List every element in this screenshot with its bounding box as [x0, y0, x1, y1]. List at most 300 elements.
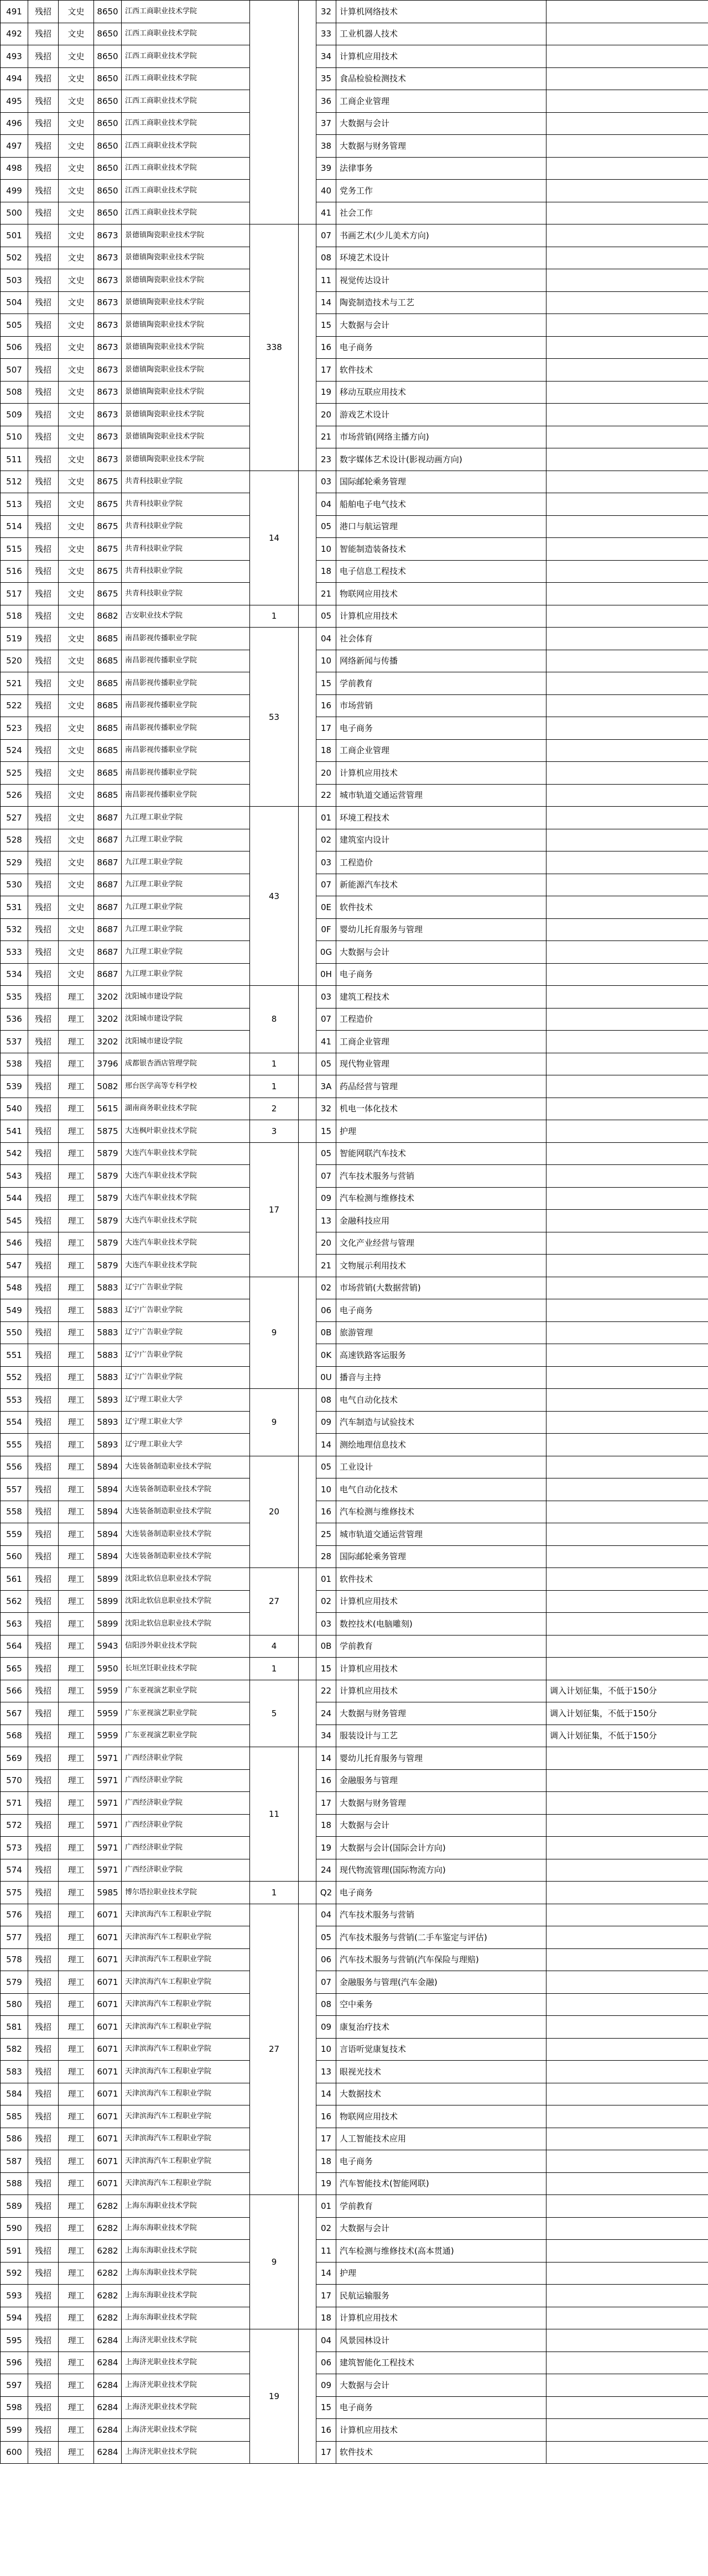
major-name-cell: 电子信息工程技术	[336, 560, 546, 583]
table-row	[1, 1926, 708, 1949]
row-number-cell: 504	[1, 291, 28, 314]
category-cell: 理工	[59, 1255, 94, 1277]
school-name-cell: 辽宁理工职业大学	[122, 1434, 250, 1456]
major-code-cell: 19	[316, 1837, 336, 1859]
plan-count-cell: 1	[250, 1882, 299, 1904]
major-code-cell: 08	[316, 1993, 336, 2016]
school-code-cell: 8650	[94, 90, 122, 113]
plan-count-cell: 11	[250, 1747, 299, 1882]
major-code-cell: 04	[316, 2329, 336, 2352]
school-name-cell: 共青科技职业学院	[122, 538, 250, 561]
school-code-cell: 6071	[94, 2016, 122, 2039]
row-number-cell: 579	[1, 1971, 28, 1994]
row-number-cell: 561	[1, 1568, 28, 1591]
remark-cell	[546, 1120, 708, 1143]
remark-cell	[546, 1859, 708, 1882]
major-name-cell: 工商企业管理	[336, 1031, 546, 1053]
school-name-cell: 南昌影视传播职业学院	[122, 784, 250, 807]
school-code-cell: 5879	[94, 1210, 122, 1232]
major-name-cell: 康复治疗技术	[336, 2016, 546, 2039]
category-cell: 文史	[59, 941, 94, 964]
table-row	[1, 2374, 708, 2397]
row-number-cell: 492	[1, 23, 28, 45]
table-row	[1, 23, 708, 45]
batch-cell: 残招	[28, 1187, 59, 1210]
category-cell: 理工	[59, 1814, 94, 1837]
major-name-cell: 民航运输服务	[336, 2285, 546, 2307]
major-name-cell: 大数据与会计	[336, 941, 546, 964]
table-row	[1, 2172, 708, 2195]
table-row	[1, 1478, 708, 1501]
category-cell: 理工	[59, 1590, 94, 1613]
table-row	[1, 1792, 708, 1815]
remark-cell	[546, 2352, 708, 2374]
category-cell: 文史	[59, 762, 94, 785]
row-number-cell: 545	[1, 1210, 28, 1232]
spacer-cell	[299, 1075, 316, 1098]
batch-cell: 残招	[28, 2285, 59, 2307]
school-name-cell: 信阳涉外职业技术学院	[122, 1635, 250, 1658]
batch-cell: 残招	[28, 2038, 59, 2061]
category-cell: 文史	[59, 135, 94, 158]
major-code-cell: 39	[316, 157, 336, 180]
school-code-cell: 8687	[94, 874, 122, 896]
table-row	[1, 2217, 708, 2240]
batch-cell: 残招	[28, 1478, 59, 1501]
major-code-cell: 33	[316, 23, 336, 45]
school-name-cell: 邢台医学高等专科学校	[122, 1075, 250, 1098]
table-row	[1, 1904, 708, 1926]
row-number-cell: 574	[1, 1859, 28, 1882]
school-name-cell: 天津滨海汽车工程职业学院	[122, 1926, 250, 1949]
batch-cell: 残招	[28, 1, 59, 23]
school-name-cell: 大连汽车职业技术学院	[122, 1142, 250, 1165]
remark-cell	[546, 1210, 708, 1232]
category-cell: 理工	[59, 2150, 94, 2173]
table-row	[1, 807, 708, 829]
remark-cell	[546, 2217, 708, 2240]
table-row	[1, 1501, 708, 1523]
spacer-cell	[299, 1456, 316, 1568]
category-cell: 理工	[59, 1882, 94, 1904]
school-name-cell: 共青科技职业学院	[122, 471, 250, 493]
remark-cell	[546, 628, 708, 650]
table-row	[1, 135, 708, 158]
batch-cell: 残招	[28, 560, 59, 583]
school-name-cell: 大连汽车职业技术学院	[122, 1232, 250, 1255]
remark-cell	[546, 426, 708, 448]
row-number-cell: 514	[1, 515, 28, 538]
batch-cell: 残招	[28, 1411, 59, 1434]
remark-cell	[546, 23, 708, 45]
remark-cell	[546, 1837, 708, 1859]
table-row	[1, 918, 708, 941]
major-code-cell: 34	[316, 45, 336, 68]
spacer-cell	[299, 224, 316, 471]
category-cell: 文史	[59, 560, 94, 583]
category-cell: 文史	[59, 874, 94, 896]
row-number-cell: 581	[1, 2016, 28, 2039]
remark-cell	[546, 112, 708, 135]
table-row	[1, 1031, 708, 1053]
school-code-cell: 5894	[94, 1523, 122, 1546]
category-cell: 理工	[59, 2352, 94, 2374]
row-number-cell: 590	[1, 2217, 28, 2240]
table-row	[1, 1635, 708, 1658]
school-name-cell: 博尔塔拉职业技术学院	[122, 1882, 250, 1904]
school-code-cell: 5971	[94, 1769, 122, 1792]
major-code-cell: 05	[316, 1926, 336, 1949]
major-name-cell: 陶瓷制造技术与工艺	[336, 291, 546, 314]
major-name-cell: 电子商务	[336, 336, 546, 359]
major-code-cell: 37	[316, 112, 336, 135]
major-name-cell: 药品经营与管理	[336, 1075, 546, 1098]
school-name-cell: 广西经济职业学院	[122, 1747, 250, 1770]
major-name-cell: 国际邮轮乘务管理	[336, 1545, 546, 1568]
spacer-cell	[299, 1098, 316, 1120]
major-code-cell: 17	[316, 2441, 336, 2464]
batch-cell: 残招	[28, 1882, 59, 1904]
row-number-cell: 499	[1, 180, 28, 202]
row-number-cell: 567	[1, 1702, 28, 1725]
remark-cell	[546, 1971, 708, 1994]
remark-cell	[546, 2262, 708, 2285]
category-cell: 文史	[59, 851, 94, 874]
remark-cell	[546, 1658, 708, 1680]
major-name-cell: 计算机应用技术	[336, 605, 546, 628]
spacer-cell	[299, 1658, 316, 1680]
major-code-cell: 32	[316, 1, 336, 23]
major-code-cell: 18	[316, 2150, 336, 2173]
major-code-cell: 17	[316, 359, 336, 382]
category-cell: 理工	[59, 2061, 94, 2083]
school-code-cell: 8673	[94, 314, 122, 337]
spacer-cell	[299, 2195, 316, 2329]
school-name-cell: 上海东海职业技术学院	[122, 2195, 250, 2218]
table-row	[1, 1277, 708, 1299]
major-code-cell: 21	[316, 1255, 336, 1277]
school-name-cell: 九江理工职业学院	[122, 874, 250, 896]
category-cell: 理工	[59, 1008, 94, 1031]
category-cell: 理工	[59, 1456, 94, 1478]
category-cell: 理工	[59, 1837, 94, 1859]
table-row	[1, 1658, 708, 1680]
batch-cell: 残招	[28, 1747, 59, 1770]
remark-cell	[546, 2329, 708, 2352]
table-row	[1, 1545, 708, 1568]
major-code-cell: 19	[316, 2172, 336, 2195]
school-name-cell: 大连装备制造职业技术学院	[122, 1545, 250, 1568]
category-cell: 理工	[59, 1165, 94, 1188]
remark-cell: 调入计划征集，不低于150分	[546, 1702, 708, 1725]
row-number-cell: 546	[1, 1232, 28, 1255]
school-name-cell: 南昌影视传播职业学院	[122, 762, 250, 785]
batch-cell: 残招	[28, 1344, 59, 1367]
school-name-cell: 九江理工职业学院	[122, 829, 250, 851]
row-number-cell: 592	[1, 2262, 28, 2285]
batch-cell: 残招	[28, 2374, 59, 2397]
school-name-cell: 九江理工职业学院	[122, 918, 250, 941]
school-name-cell: 南昌影视传播职业学院	[122, 717, 250, 740]
school-code-cell: 3202	[94, 1031, 122, 1053]
school-name-cell: 沈阳北软信息职业技术学院	[122, 1613, 250, 1636]
school-name-cell: 长垣烹饪职业技术学院	[122, 1658, 250, 1680]
school-code-cell: 5082	[94, 1075, 122, 1098]
major-code-cell: 20	[316, 762, 336, 785]
batch-cell: 残招	[28, 157, 59, 180]
table-row	[1, 2285, 708, 2307]
batch-cell: 残招	[28, 180, 59, 202]
school-name-cell: 景德镇陶瓷职业技术学院	[122, 291, 250, 314]
spacer-cell	[299, 1680, 316, 1747]
table-row	[1, 359, 708, 382]
remark-cell	[546, 1321, 708, 1344]
school-code-cell: 8675	[94, 538, 122, 561]
major-code-cell: 14	[316, 1747, 336, 1770]
major-name-cell: 城市轨道交通运营管理	[336, 1523, 546, 1546]
batch-cell: 残招	[28, 336, 59, 359]
school-code-cell: 6284	[94, 2396, 122, 2419]
batch-cell: 残招	[28, 381, 59, 404]
table-row	[1, 2083, 708, 2105]
major-name-cell: 大数据与会计	[336, 1814, 546, 1837]
major-code-cell: 07	[316, 1165, 336, 1188]
category-cell: 文史	[59, 471, 94, 493]
table-row	[1, 2240, 708, 2263]
major-name-cell: 电子商务	[336, 1299, 546, 1322]
plan-count-cell: 3	[250, 1120, 299, 1143]
school-code-cell: 5971	[94, 1859, 122, 1882]
spacer-cell	[299, 1635, 316, 1658]
table-row	[1, 1859, 708, 1882]
major-code-cell: 07	[316, 224, 336, 247]
spacer-cell	[299, 1120, 316, 1143]
spacer-cell	[299, 1568, 316, 1636]
major-name-cell: 大数据与会计(国际会计方向)	[336, 1837, 546, 1859]
remark-cell	[546, 650, 708, 672]
major-name-cell: 计算机应用技术	[336, 2419, 546, 2442]
school-name-cell: 景德镇陶瓷职业技术学院	[122, 314, 250, 337]
batch-cell: 残招	[28, 1434, 59, 1456]
major-code-cell: 0K	[316, 1344, 336, 1367]
school-name-cell: 九江理工职业学院	[122, 851, 250, 874]
remark-cell	[546, 1299, 708, 1322]
category-cell: 理工	[59, 1434, 94, 1456]
remark-cell	[546, 717, 708, 740]
school-code-cell: 5899	[94, 1613, 122, 1636]
school-code-cell: 8675	[94, 583, 122, 605]
major-code-cell: 04	[316, 1904, 336, 1926]
batch-cell: 残招	[28, 1971, 59, 1994]
major-name-cell: 工业设计	[336, 1456, 546, 1478]
school-name-cell: 南昌影视传播职业学院	[122, 672, 250, 695]
major-name-cell: 学前教育	[336, 1635, 546, 1658]
major-name-cell: 港口与航运管理	[336, 515, 546, 538]
batch-cell: 残招	[28, 918, 59, 941]
category-cell: 文史	[59, 157, 94, 180]
table-row	[1, 1120, 708, 1143]
row-number-cell: 538	[1, 1053, 28, 1075]
batch-cell: 残招	[28, 471, 59, 493]
school-code-cell: 5879	[94, 1232, 122, 1255]
batch-cell: 残招	[28, 1568, 59, 1591]
remark-cell	[546, 560, 708, 583]
category-cell: 理工	[59, 1120, 94, 1143]
row-number-cell: 530	[1, 874, 28, 896]
category-cell: 理工	[59, 2374, 94, 2397]
school-code-cell: 8685	[94, 672, 122, 695]
major-name-cell: 大数据技术	[336, 2083, 546, 2105]
category-cell: 文史	[59, 605, 94, 628]
major-code-cell: 02	[316, 2217, 336, 2240]
school-name-cell: 广东亚视演艺职业学院	[122, 1725, 250, 1747]
remark-cell	[546, 1098, 708, 1120]
category-cell: 文史	[59, 650, 94, 672]
major-name-cell: 市场营销(大数据营销)	[336, 1277, 546, 1299]
school-code-cell: 8687	[94, 896, 122, 919]
remark-cell	[546, 67, 708, 90]
major-name-cell: 文化产业经营与管理	[336, 1232, 546, 1255]
school-code-cell: 8650	[94, 45, 122, 68]
batch-cell: 残招	[28, 1142, 59, 1165]
school-name-cell: 景德镇陶瓷职业技术学院	[122, 247, 250, 269]
major-name-cell: 游戏艺术设计	[336, 404, 546, 426]
category-cell: 文史	[59, 1, 94, 23]
school-code-cell: 5894	[94, 1545, 122, 1568]
major-name-cell: 物联网应用技术	[336, 583, 546, 605]
major-code-cell: 16	[316, 336, 336, 359]
row-number-cell: 575	[1, 1882, 28, 1904]
category-cell: 理工	[59, 1523, 94, 1546]
school-code-cell: 5883	[94, 1321, 122, 1344]
row-number-cell: 550	[1, 1321, 28, 1344]
school-code-cell: 5971	[94, 1747, 122, 1770]
major-code-cell: 07	[316, 874, 336, 896]
school-code-cell: 5971	[94, 1814, 122, 1837]
remark-cell	[546, 1635, 708, 1658]
school-name-cell: 景德镇陶瓷职业技术学院	[122, 426, 250, 448]
major-name-cell: 数字媒体艺术设计(影视动画方向)	[336, 448, 546, 471]
row-number-cell: 548	[1, 1277, 28, 1299]
batch-cell: 残招	[28, 1545, 59, 1568]
batch-cell: 残招	[28, 23, 59, 45]
school-name-cell: 江西工商职业技术学院	[122, 202, 250, 224]
batch-cell: 残招	[28, 1501, 59, 1523]
remark-cell	[546, 1747, 708, 1770]
school-name-cell: 吉安职业技术学院	[122, 605, 250, 628]
school-name-cell: 景德镇陶瓷职业技术学院	[122, 269, 250, 292]
remark-cell	[546, 247, 708, 269]
category-cell: 文史	[59, 67, 94, 90]
table-row	[1, 2150, 708, 2173]
major-name-cell: 大数据与会计	[336, 314, 546, 337]
batch-cell: 残招	[28, 1031, 59, 1053]
school-code-cell: 8687	[94, 851, 122, 874]
table-row	[1, 829, 708, 851]
batch-cell: 残招	[28, 2441, 59, 2464]
major-name-cell: 大数据与会计	[336, 2217, 546, 2240]
major-code-cell: 01	[316, 2195, 336, 2218]
major-code-cell: 20	[316, 404, 336, 426]
plan-count-cell: 9	[250, 1389, 299, 1456]
major-name-cell: 护理	[336, 1120, 546, 1143]
row-number-cell: 540	[1, 1098, 28, 1120]
row-number-cell: 534	[1, 963, 28, 986]
school-name-cell: 上海济光职业技术学院	[122, 2352, 250, 2374]
category-cell: 理工	[59, 2329, 94, 2352]
major-name-cell: 计算机应用技术	[336, 762, 546, 785]
major-name-cell: 汽车制造与试验技术	[336, 1411, 546, 1434]
row-number-cell: 521	[1, 672, 28, 695]
remark-cell	[546, 1366, 708, 1389]
table-row	[1, 583, 708, 605]
category-cell: 理工	[59, 2083, 94, 2105]
remark-cell	[546, 180, 708, 202]
table-row	[1, 650, 708, 672]
category-cell: 理工	[59, 2016, 94, 2039]
batch-cell: 残招	[28, 291, 59, 314]
major-code-cell: 06	[316, 1299, 336, 1322]
remark-cell	[546, 448, 708, 471]
batch-cell: 残招	[28, 426, 59, 448]
school-name-cell: 广西经济职业学院	[122, 1837, 250, 1859]
category-cell: 文史	[59, 180, 94, 202]
school-code-cell: 5894	[94, 1478, 122, 1501]
row-number-cell: 520	[1, 650, 28, 672]
category-cell: 理工	[59, 2419, 94, 2442]
remark-cell	[546, 2374, 708, 2397]
major-code-cell: 14	[316, 2262, 336, 2285]
batch-cell: 残招	[28, 202, 59, 224]
table-row	[1, 1971, 708, 1994]
major-code-cell: 22	[316, 784, 336, 807]
school-code-cell: 6071	[94, 2038, 122, 2061]
major-name-cell: 软件技术	[336, 359, 546, 382]
spacer-cell	[299, 628, 316, 807]
major-code-cell: 09	[316, 1411, 336, 1434]
school-code-cell: 5894	[94, 1501, 122, 1523]
row-number-cell: 519	[1, 628, 28, 650]
major-code-cell: 16	[316, 694, 336, 717]
batch-cell: 残招	[28, 941, 59, 964]
category-cell: 文史	[59, 628, 94, 650]
row-number-cell: 526	[1, 784, 28, 807]
major-name-cell: 测绘地理信息技术	[336, 1434, 546, 1456]
row-number-cell: 501	[1, 224, 28, 247]
remark-cell	[546, 2016, 708, 2039]
row-number-cell: 586	[1, 2128, 28, 2150]
school-code-cell: 6282	[94, 2240, 122, 2263]
batch-cell: 残招	[28, 1948, 59, 1971]
major-name-cell: 移动互联应用技术	[336, 381, 546, 404]
major-code-cell: 13	[316, 1210, 336, 1232]
row-number-cell: 498	[1, 157, 28, 180]
school-name-cell: 沈阳北软信息职业技术学院	[122, 1590, 250, 1613]
table-row	[1, 1613, 708, 1636]
batch-cell: 残招	[28, 1523, 59, 1546]
major-name-cell: 大数据与财务管理	[336, 135, 546, 158]
major-name-cell: 汽车智能技术(智能网联)	[336, 2172, 546, 2195]
major-name-cell: 电子商务	[336, 963, 546, 986]
school-code-cell: 8685	[94, 717, 122, 740]
table-body	[1, 1, 708, 2464]
major-name-cell: 汽车检测与维修技术	[336, 1501, 546, 1523]
school-code-cell: 8685	[94, 784, 122, 807]
batch-cell: 残招	[28, 2150, 59, 2173]
table-row	[1, 1523, 708, 1546]
plan-count-cell: 8	[250, 986, 299, 1053]
batch-cell: 残招	[28, 1389, 59, 1412]
